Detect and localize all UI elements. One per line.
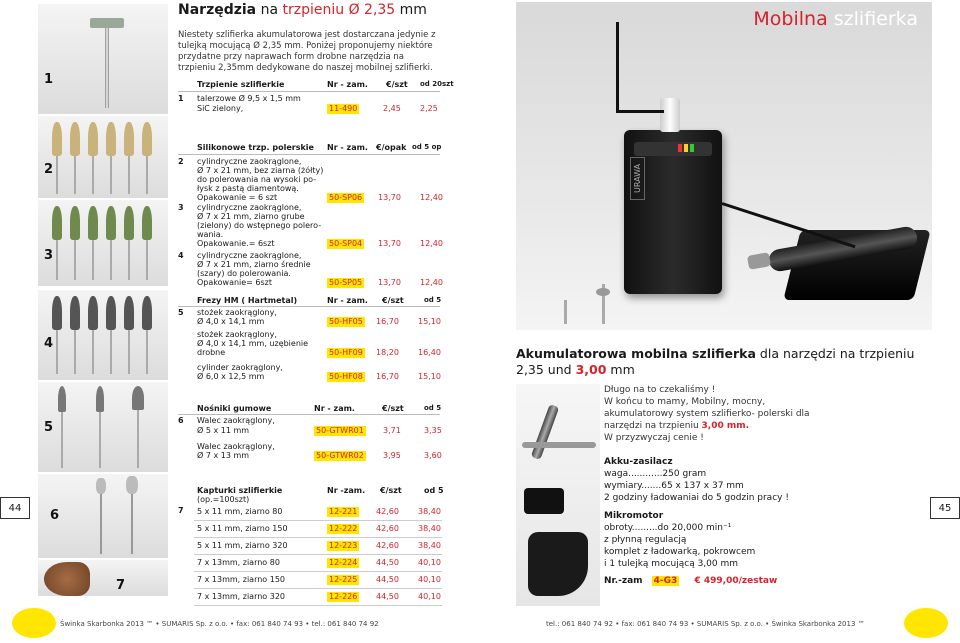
s2-item3-l5: Opakowanie.= 6szt	[197, 239, 275, 248]
s2-item3-no: 3	[178, 203, 184, 212]
s3-i1-p2: 15,10	[418, 317, 441, 326]
photo-disc-tool	[38, 4, 168, 114]
order-line	[604, 576, 777, 586]
s1-desc1: talerzowe Ø 9,5 x 1,5 mm	[197, 94, 301, 103]
motor-line-1: obroty.........do 20,000 min⁻¹	[604, 523, 732, 533]
table-row: 7 x 13mm, ziarno 150 12-225 44,50 40,10	[194, 572, 442, 589]
akku-line-1: waga............250 gram	[604, 469, 707, 479]
s2-item2-no: 2	[178, 157, 184, 166]
s2-header: Silikonowe trzp. polerskie	[197, 143, 314, 152]
s3-i1-l1: stożek zaokrąglony,	[197, 308, 277, 317]
photo-carbide-burrs	[38, 382, 168, 472]
order-code: 4-G3	[653, 576, 678, 586]
device-label: URAWA	[630, 157, 645, 200]
motor-line-3: komplet z ładowarką, pokrowcem	[604, 547, 756, 557]
s2-item3-l4: wania.	[197, 230, 224, 239]
s2-item2-p1: 13,70	[378, 193, 401, 202]
headline	[516, 346, 936, 378]
photo-grinding-cap	[38, 560, 168, 596]
table-row: 7 x 13mm, ziarno 80 12-224 44,50 40,10	[194, 555, 442, 572]
footer-left-text: Świnka Skarbonka 2013 ™ • SUMARIS Sp. z o.o. • fax: 061 840 74 93 • tel.: 061 840 74 92	[60, 620, 379, 628]
s2-item4-p2: 12,40	[420, 278, 443, 287]
s2-item3-p1: 13,70	[378, 239, 401, 248]
s2-item4-no: 4	[178, 251, 184, 260]
s3-i1-code: 50-HF05	[329, 317, 363, 326]
s3-i3-code: 50-HF08	[329, 372, 363, 381]
s2-item4-l4: Opakowanie= 6szt	[197, 278, 273, 287]
s2-item3-p2: 12,40	[420, 239, 443, 248]
s4-i2-l2: Ø 7 x 13 mm	[197, 451, 250, 460]
s2-item2-code: 50-SP06	[329, 193, 363, 202]
s4-i1-code: 50-GTWR01	[316, 426, 364, 435]
s5-col-from: od 5	[424, 486, 444, 495]
badge-6: 6	[50, 508, 60, 523]
s4-no: 6	[178, 416, 184, 425]
motor-block	[604, 510, 834, 570]
s2-item3-l2: Ø 7 x 21 mm, ziarno grube	[197, 212, 305, 221]
footer-right-text: tel.: 061 840 74 92 • fax: 061 840 74 93 • SUMARIS Sp. z o.o. • Świnka Skarbonka 2013 ™	[546, 620, 865, 628]
s5-header: Kapturki szlifierkie	[197, 486, 283, 495]
s2-item2-l4: łysk z pastą diamentową.	[197, 184, 299, 193]
s3-no: 5	[178, 308, 184, 317]
title-unit: mm	[399, 2, 427, 18]
s4-i1-l1: Walec zaokrąglony,	[197, 416, 275, 425]
s2-item4-code: 50-SP05	[329, 278, 363, 287]
s2-item4-l2: Ø 7 x 21 mm, ziarno średnie	[197, 260, 311, 269]
motor-line-2: z płynną regulacją	[604, 535, 687, 545]
s3-i3-p2: 15,10	[418, 372, 441, 381]
s3-i3-p1: 16,70	[376, 372, 399, 381]
headline-line2a: 2,35 und	[516, 362, 572, 377]
title-red: trzpieniu Ø 2,35	[282, 2, 396, 18]
order-price: € 499,00/zestaw	[694, 576, 778, 586]
s1-col-from: od 20szt	[420, 80, 454, 88]
badge-3: 3	[44, 248, 54, 263]
s5-col-price: €/szt	[380, 486, 402, 495]
badge-7: 7	[116, 578, 126, 593]
badge-4: 4	[44, 336, 54, 351]
s2-item2-l5: Opakowanie = 6 szt	[197, 193, 278, 202]
photo-grey-polishers	[38, 290, 168, 380]
s2-item4-l1: cylindryczne zaokrąglone,	[197, 251, 302, 260]
s4-header: Nośniki gumowe	[197, 404, 272, 413]
s2-col-from: od 5 op	[412, 143, 442, 151]
motor-line-4: i 1 tulejką mocującą 3,00 mm	[604, 559, 739, 569]
s5-header2: (op.=100szt)	[197, 495, 250, 504]
s2-item4-l3: (szary) do polerowania.	[197, 269, 291, 278]
s2-item2-l2: Ø 7 x 21 mm, bez ziarna (żółty)	[197, 166, 324, 175]
s4-col-nr: Nr - zam.	[314, 404, 355, 413]
s3-col-price: €/szt	[382, 296, 404, 305]
table-row: 7 x 13mm, ziarno 320 12-226 44,50 40,10	[194, 589, 442, 606]
s4-i2-p2: 3,60	[424, 451, 442, 460]
photo-yellow-polishers	[38, 116, 168, 198]
title-mobilna: Mobilna	[753, 8, 828, 30]
left-title	[178, 2, 427, 18]
s1-header: Trzpienie szlifierkie	[197, 80, 285, 89]
photo-title	[753, 8, 918, 30]
product-photo	[516, 2, 932, 330]
para1: Długo na to czekaliśmy !	[604, 385, 716, 395]
s3-col-nr: Nr - zam.	[327, 296, 368, 305]
s2-item4-p1: 13,70	[378, 278, 401, 287]
s1-col-nr: Nr - zam.	[327, 80, 368, 89]
para2-wrap	[604, 396, 810, 432]
piggy-bank-icon-right	[904, 608, 948, 638]
s2-item3-code: 50-SP04	[329, 239, 363, 248]
table-row: 5 x 11 mm, ziarno 150 12-222 42,60 38,40	[194, 521, 442, 538]
s4-col-price: €/szt	[382, 404, 404, 413]
s2-col-price: €/opak	[376, 143, 407, 152]
s2-col-nr: Nr - zam.	[327, 143, 368, 152]
table-row: 5 x 11 mm, ziarno 80 12-221 42,60 38,40	[194, 504, 442, 521]
page-number-left: 44	[0, 497, 30, 519]
s5-table	[194, 504, 442, 606]
piggy-bank-icon-left	[12, 608, 56, 638]
s1-no: 1	[178, 94, 184, 103]
s4-i2-l1: Walec zaokrąglony,	[197, 442, 275, 451]
battery-unit	[624, 130, 722, 294]
s1-col-price: €/szt	[386, 80, 408, 89]
s3-i3-l1: cylinder zaokrąglony,	[197, 363, 283, 372]
title-mid: na	[260, 2, 279, 18]
accessories-photo	[516, 384, 600, 606]
s2-item3-l1: cylindryczne zaokrąglone,	[197, 203, 302, 212]
s3-col-from: od 5	[424, 296, 442, 304]
s3-i2-p1: 18,20	[376, 348, 399, 357]
s4-col-from: od 5	[424, 404, 442, 412]
para3: W przyzwyczaj cenie !	[604, 433, 704, 443]
s4-i1-l2: Ø 5 x 11 mm	[197, 426, 250, 435]
akku-line-2: wymiary.......65 x 137 x 37 mm	[604, 481, 744, 491]
motor-title: Mikromotor	[604, 511, 664, 521]
s3-i2-l1: stożek zaokrąglony,	[197, 330, 277, 339]
s3-i3-l2: Ø 6,0 x 12,5 mm	[197, 372, 265, 381]
badge-5: 5	[44, 420, 54, 435]
s4-i1-p1: 3,71	[383, 426, 401, 435]
photo-green-polishers	[38, 200, 168, 286]
s1-code: 11-490	[329, 104, 358, 113]
s5-no: 7	[178, 506, 184, 515]
footer	[0, 606, 960, 643]
akku-line-3: 2 godziny ładowaniai do 5 godzin pracy !	[604, 493, 789, 503]
intro-text: Niestety szlifierka akumulatorowa jest dostarczana jedynie z tulejką mocującą Ø 2,35 mm. Poniżej proponujemy niektóre przydatne przy naprawach form drobne narzędzia na trzpieniu 2,35mm dedykowane do naszej mobilnej szlifierki.	[178, 30, 436, 73]
s1-p2: 2,25	[420, 104, 438, 113]
s2-item2-p2: 12,40	[420, 193, 443, 202]
headline-rest: dla narzędzi na trzpieniu	[759, 346, 915, 361]
s5-col-nr: Nr -zam.	[327, 486, 366, 495]
badge-2: 2	[44, 162, 54, 177]
s1-desc2: SiC zielony,	[197, 104, 244, 113]
s3-i1-l2: Ø 4,0 x 14,1 mm	[197, 317, 265, 326]
s3-i2-l2: Ø 4,0 x 14,1 mm, uzębienie	[197, 339, 309, 348]
s3-header: Frezy HM ( Hartmetal)	[197, 296, 298, 305]
s2-item2-l1: cylindryczne zaokrąglone,	[197, 157, 302, 166]
s2-item3-l3: (zielony) do wstępnego polero-	[197, 221, 322, 230]
akku-title: Akku-zasilacz	[604, 457, 673, 467]
s1-p1: 2,45	[383, 104, 401, 113]
headline-bold: Akumulatorowa mobilna szlifierka	[516, 346, 756, 361]
para2-red: 3,00 mm.	[701, 421, 750, 431]
badge-1: 1	[44, 72, 54, 87]
title-szlifierka: szlifierka	[833, 8, 918, 30]
s4-i2-p1: 3,95	[383, 451, 401, 460]
headline-line2c: mm	[610, 362, 635, 377]
table-row: 5 x 11 mm, ziarno 320 12-223 42,60 38,40	[194, 538, 442, 555]
headline-line2b: 3,00	[575, 362, 607, 377]
page-number-right: 45	[930, 497, 960, 519]
desc-block	[604, 384, 810, 444]
right-page	[480, 0, 960, 643]
s3-i2-code: 50-HF09	[329, 348, 363, 357]
order-label: Nr.-zam	[604, 576, 643, 586]
s2-item2-l3: do polerowania na wysoki po-	[197, 175, 317, 184]
akku-block	[604, 456, 834, 504]
s4-i2-code: 50-GTWR02	[316, 451, 364, 460]
s4-i1-p2: 3,35	[424, 426, 442, 435]
s3-i2-p2: 16,40	[418, 348, 441, 357]
s3-i1-p1: 16,70	[376, 317, 399, 326]
title-main: Narzędzia	[178, 2, 257, 18]
s3-i2-l3: drobne	[197, 348, 226, 357]
para2: W końcu to mamy, Mobilny, mocny, akumulatorowy system szlifierko- polerski dla narzędzi na trzpieniu	[604, 397, 810, 431]
